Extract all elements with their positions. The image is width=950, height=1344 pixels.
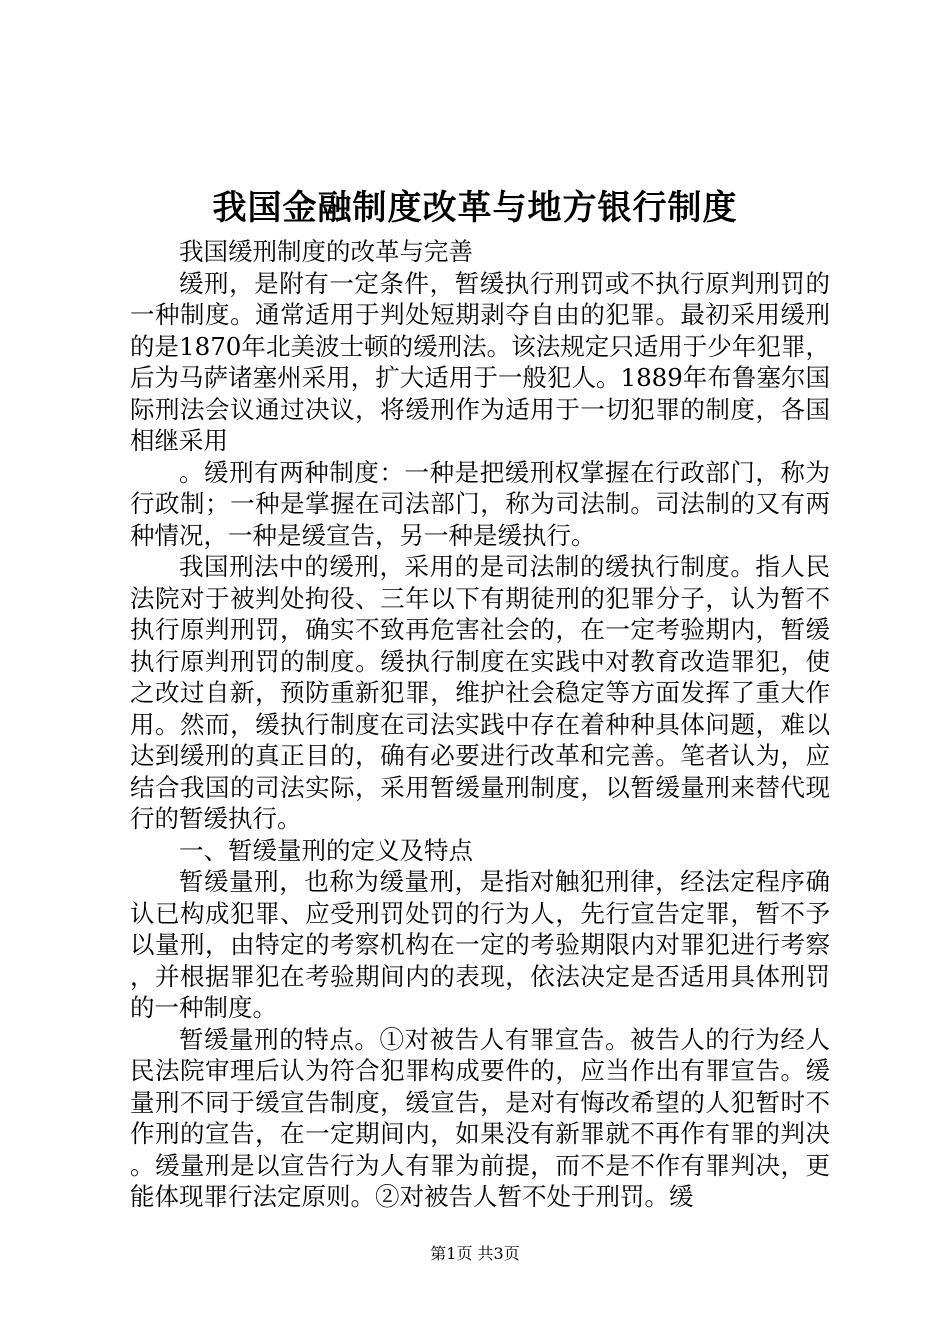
paragraph-subtitle: 我国缓刑制度的改革与完善	[179, 237, 473, 266]
section-heading: 一、暂缓量刑的定义及特点	[179, 835, 473, 865]
paragraph: 我国刑法中的缓刑，采用的是司法制的缓执行制度。指人民法院对于被判处拘役、三年以下有期徒刑的犯罪分子，认为暂不执行原判刑罚，确实不致再危害社会的，在一定考验期内，暂缓执行原判刑罚的制度。缓执行制度在实践中对教育改造罪犯，使之改过自新，预防重新犯罪，维护社会稳定等方面发挥了重大作用。然而，缓执行制度在司法实践中存在着种种具体问题，难以达到缓刑的真正目的，确有必要进行改革和完善。笔者认为，应结合我国的司法实际，采用暂缓量刑制度，以暂缓量刑来替代现行的暂缓执行。	[130, 552, 830, 833]
page-footer: 第1页 共3页	[430, 1244, 520, 1263]
document-title: 我国金融制度改革与地方银行制度	[212, 188, 738, 228]
paragraph: 缓刑，是附有一定条件，暂缓执行刑罚或不执行原判刑罚的一种制度。通常适用于判处短期剥夺自由的犯罪。最初采用缓刑的是1870年北美波士顿的缓刑法。该法规定只适用于少年犯罪，后为马萨诸塞州采用，扩大适用于一般犯人。1889年布鲁塞尔国际刑法会议通过决议，将缓刑作为适用于一切犯罪的制度，各国相继采用	[130, 268, 830, 455]
paragraph: 暂缓量刑，也称为缓量刑，是指对触犯刑律，经法定程序确认已构成犯罪、应受刑罚处罚的行为人，先行宣告定罪，暂不予以量刑，由特定的考察机构在一定的考验期限内对罪犯进行考察，并根据罪犯在考验期间内的表现，依法决定是否适用具体刑罚的一种制度。	[130, 867, 830, 1022]
document-body	[130, 236, 830, 1213]
paragraph: 暂缓量刑的特点。①对被告人有罪宣告。被告人的行为经人民法院审理后认为符合犯罪构成要件的，应当作出有罪宣告。缓量刑不同于缓宣告制度，缓宣告，是对有悔改希望的人犯暂时不作刑的宣告，在一定期间内，如果没有新罪就不再作有罪的判决。缓量刑是以宣告行为人有罪为前提，而不是不作有罪判决，更能体现罪行法定原则。②对被告人暂不处于刑罚。缓	[130, 1024, 830, 1211]
paragraph: 。缓刑有两种制度：一种是把缓刑权掌握在行政部门，称为行政制；一种是掌握在司法部门，称为司法制。司法制的又有两种情况，一种是缓宣告，另一种是缓执行。	[130, 457, 830, 550]
